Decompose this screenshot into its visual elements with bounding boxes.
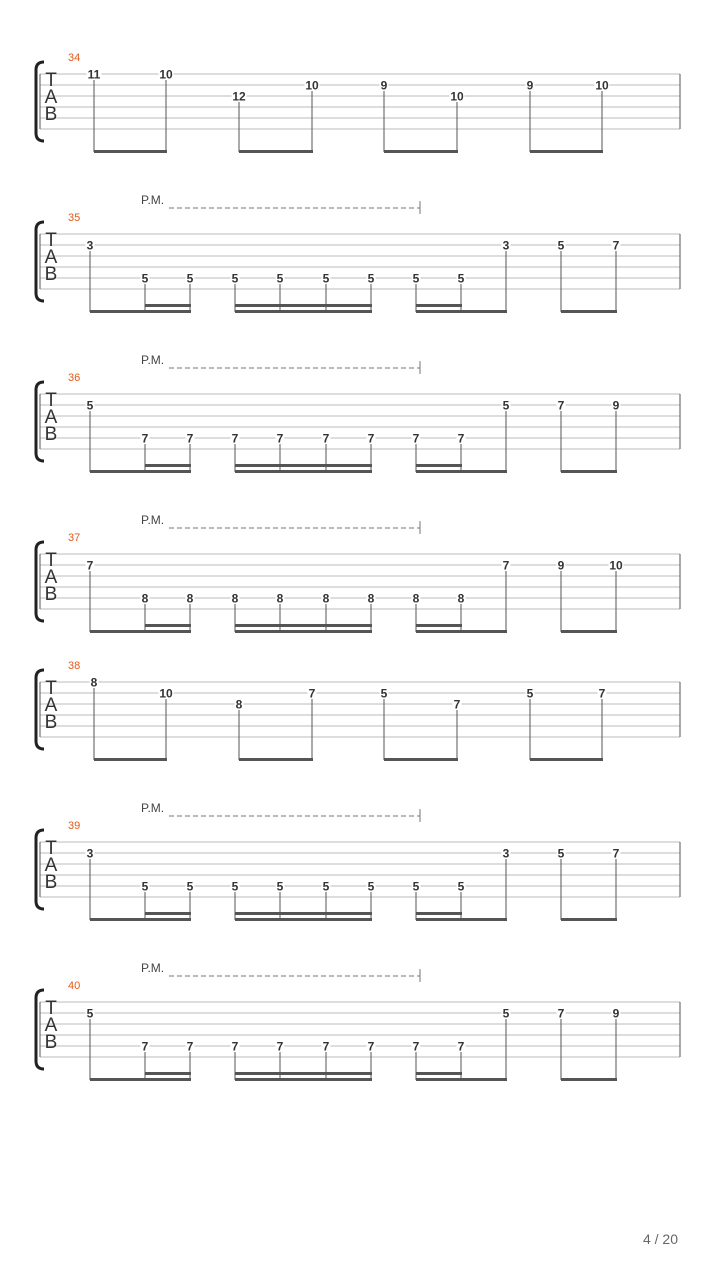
fret-number: 7 [276, 1039, 284, 1054]
fret-number: 3 [86, 846, 94, 861]
tab-clef-letter-t: T [45, 70, 57, 91]
tab-clef-letter-a: A [44, 87, 58, 108]
fret-number: 7 [141, 1039, 149, 1054]
tab-clef-letter-t: T [45, 550, 57, 571]
beam-primary [561, 918, 617, 921]
fret-number: 9 [612, 398, 620, 413]
fret-number: 7 [186, 1039, 194, 1054]
tab-clef-letter-a: A [44, 407, 58, 428]
beam-secondary [235, 912, 372, 915]
tab-clef-letter-a: A [44, 1015, 58, 1036]
fret-number: 9 [557, 558, 565, 573]
fret-number: 7 [412, 1039, 420, 1054]
beam-primary [94, 150, 167, 153]
fret-number: 7 [141, 431, 149, 446]
fret-number: 7 [457, 431, 465, 446]
fret-number: 7 [231, 1039, 239, 1054]
beam-primary [239, 150, 313, 153]
beam-secondary [416, 624, 462, 627]
fret-number: 8 [231, 591, 239, 606]
beam-primary [530, 758, 603, 761]
beam-secondary [145, 1072, 191, 1075]
measure-number: 34 [68, 52, 81, 64]
fret-number: 10 [450, 89, 464, 104]
fret-number: 9 [526, 78, 534, 93]
fret-number: 7 [457, 1039, 465, 1054]
fret-number: 5 [457, 271, 465, 286]
tab-clef-letter-t: T [45, 838, 57, 859]
fret-number: 8 [367, 591, 375, 606]
fret-number: 7 [598, 686, 606, 701]
fret-number: 5 [186, 271, 194, 286]
tab-clef-letter-b: B [44, 104, 58, 125]
beam-primary [416, 310, 507, 313]
beam-primary [561, 470, 617, 473]
beam-secondary [235, 304, 372, 307]
beam-primary [561, 310, 617, 313]
beam-primary [235, 310, 372, 313]
beam-primary [416, 1078, 507, 1081]
tab-clef-letter-t: T [45, 998, 57, 1019]
fret-number: 7 [502, 558, 510, 573]
fret-number: 7 [86, 558, 94, 573]
page-indicator: 4 / 20 [642, 1231, 678, 1247]
fret-number: 7 [453, 697, 461, 712]
fret-number: 12 [232, 89, 246, 104]
fret-number: 5 [380, 686, 388, 701]
measure-number: 40 [68, 980, 81, 992]
beam-secondary [145, 624, 191, 627]
beam-primary [235, 470, 372, 473]
palm-mute-label: P.M. [141, 513, 165, 527]
fret-number: 8 [412, 591, 420, 606]
beam-secondary [145, 304, 191, 307]
fret-number: 7 [412, 431, 420, 446]
measure-number: 38 [68, 660, 81, 672]
beam-primary [90, 918, 191, 921]
fret-number: 7 [367, 1039, 375, 1054]
tab-clef-letter-b: B [44, 872, 58, 893]
beam-primary [561, 1078, 617, 1081]
beam-secondary [416, 304, 462, 307]
beam-primary [416, 470, 507, 473]
fret-number: 7 [612, 846, 620, 861]
fret-number: 8 [276, 591, 284, 606]
fret-number: 10 [159, 67, 173, 82]
fret-number: 10 [609, 558, 623, 573]
tab-system [36, 801, 680, 921]
beam-secondary [416, 1072, 462, 1075]
fret-number: 5 [367, 879, 375, 894]
beam-primary [94, 758, 167, 761]
beam-secondary [235, 1072, 372, 1075]
fret-number: 7 [322, 431, 330, 446]
fret-number: 8 [322, 591, 330, 606]
beam-secondary [416, 912, 462, 915]
fret-number: 5 [412, 879, 420, 894]
measure-number: 35 [68, 212, 81, 224]
tab-system [36, 961, 680, 1081]
measure-number: 36 [68, 372, 81, 384]
beam-primary [561, 630, 617, 633]
beam-primary [90, 630, 191, 633]
fret-number: 7 [367, 431, 375, 446]
fret-number: 7 [557, 398, 565, 413]
beam-primary [90, 470, 191, 473]
fret-number: 8 [186, 591, 194, 606]
fret-number: 5 [502, 398, 510, 413]
fret-number: 5 [231, 879, 239, 894]
fret-number: 5 [502, 1006, 510, 1021]
fret-number: 11 [87, 67, 101, 82]
fret-number: 7 [308, 686, 316, 701]
fret-number: 5 [141, 879, 149, 894]
fret-number: 3 [86, 238, 94, 253]
beam-primary [384, 150, 458, 153]
fret-number: 10 [595, 78, 609, 93]
fret-number: 5 [457, 879, 465, 894]
tab-system [36, 52, 680, 153]
tab-clef-letter-a: A [44, 567, 58, 588]
fret-number: 10 [305, 78, 319, 93]
tab-clef-letter-t: T [45, 230, 57, 251]
fret-number: 5 [276, 271, 284, 286]
fret-number: 5 [141, 271, 149, 286]
fret-number: 7 [231, 431, 239, 446]
fret-number: 10 [159, 686, 173, 701]
fret-number: 3 [502, 238, 510, 253]
fret-number: 5 [412, 271, 420, 286]
tab-system [36, 660, 680, 761]
beam-primary [90, 310, 191, 313]
beam-primary [239, 758, 313, 761]
fret-number: 7 [276, 431, 284, 446]
fret-number: 5 [557, 238, 565, 253]
tab-clef-letter-b: B [44, 584, 58, 605]
fret-number: 5 [186, 879, 194, 894]
beam-primary [235, 630, 372, 633]
fret-number: 5 [276, 879, 284, 894]
tab-clef-letter-t: T [45, 390, 57, 411]
fret-number: 5 [367, 271, 375, 286]
palm-mute-label: P.M. [141, 353, 165, 367]
fret-number: 5 [231, 271, 239, 286]
beam-primary [235, 918, 372, 921]
fret-number: 8 [235, 697, 243, 712]
tab-clef-letter-a: A [44, 855, 58, 876]
tab-clef-letter-b: B [44, 712, 58, 733]
measure-number: 39 [68, 820, 81, 832]
beam-secondary [235, 624, 372, 627]
fret-number: 5 [322, 271, 330, 286]
fret-number: 7 [186, 431, 194, 446]
palm-mute-label: P.M. [141, 801, 165, 815]
tab-clef-letter-a: A [44, 695, 58, 716]
fret-number: 5 [86, 1006, 94, 1021]
tab-clef-letter-a: A [44, 247, 58, 268]
beam-primary [416, 918, 507, 921]
fret-number: 5 [86, 398, 94, 413]
fret-number: 9 [612, 1006, 620, 1021]
palm-mute-label: P.M. [141, 961, 165, 975]
beam-primary [416, 630, 507, 633]
beam-primary [530, 150, 603, 153]
beam-secondary [416, 464, 462, 467]
fret-number: 5 [526, 686, 534, 701]
fret-number: 8 [90, 675, 98, 690]
measure-number: 37 [68, 532, 81, 544]
palm-mute-label: P.M. [141, 193, 165, 207]
fret-number: 9 [380, 78, 388, 93]
beam-secondary [145, 912, 191, 915]
fret-number: 8 [457, 591, 465, 606]
tab-clef-letter-b: B [44, 264, 58, 285]
tab-system [36, 193, 680, 313]
beam-primary [90, 1078, 191, 1081]
fret-number: 5 [557, 846, 565, 861]
fret-number: 7 [322, 1039, 330, 1054]
beam-secondary [145, 464, 191, 467]
fret-number: 5 [322, 879, 330, 894]
fret-number: 7 [557, 1006, 565, 1021]
beam-primary [235, 1078, 372, 1081]
fret-number: 8 [141, 591, 149, 606]
tab-clef-letter-t: T [45, 678, 57, 699]
tab-clef-letter-b: B [44, 1032, 58, 1053]
tab-clef-letter-b: B [44, 424, 58, 445]
beam-secondary [235, 464, 372, 467]
fret-number: 3 [502, 846, 510, 861]
tab-system [36, 353, 680, 473]
fret-number: 7 [612, 238, 620, 253]
beam-primary [384, 758, 458, 761]
tab-system [36, 513, 680, 633]
